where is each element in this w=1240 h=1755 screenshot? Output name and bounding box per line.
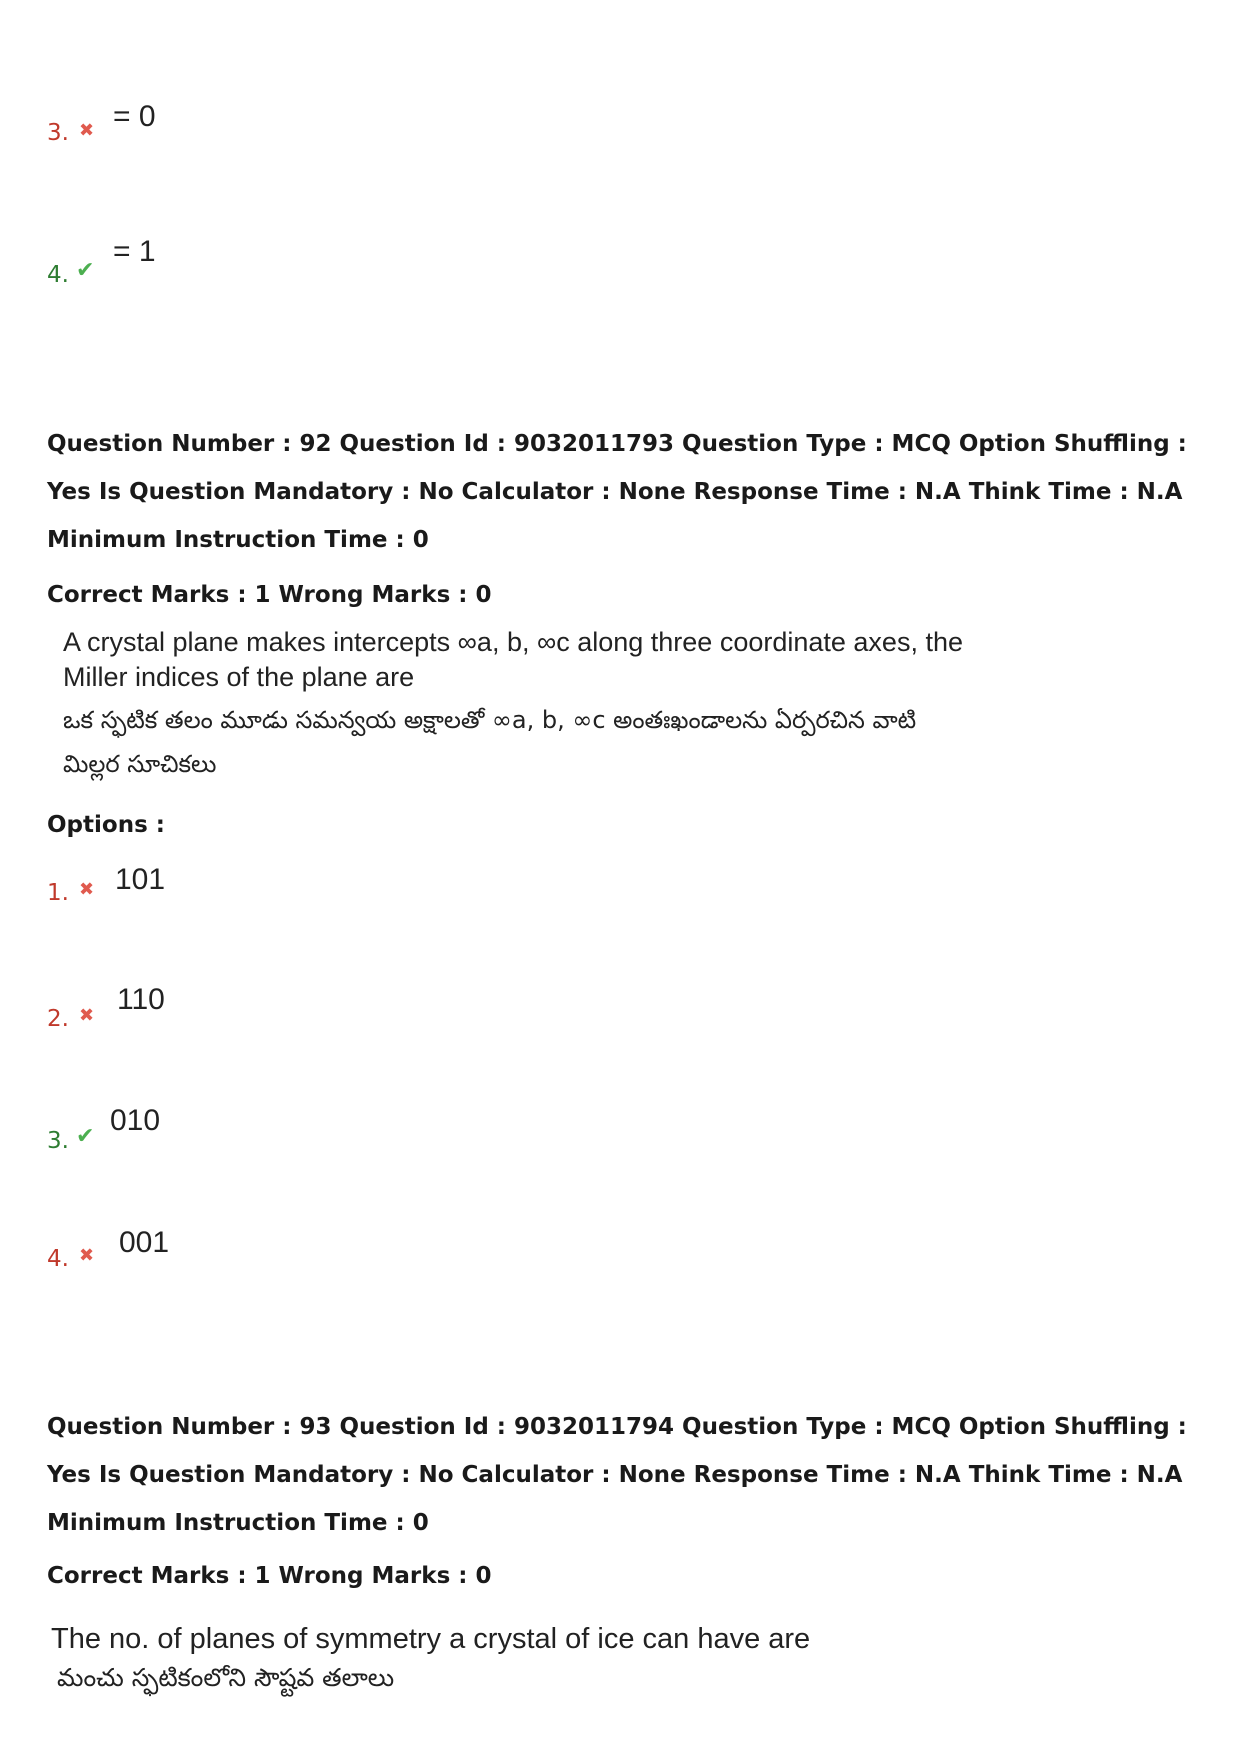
cross-mark-icon: ✖ — [79, 1005, 95, 1026]
options-label: Options : — [47, 812, 165, 838]
question-text-en: The no. of planes of symmetry a crystal of ice can have are — [51, 1623, 811, 1655]
question-93-meta: Question Number : 93 Question Id : 9032011794 Question Type : MCQ Option Shuffling : Yes Is Question Mandatory : No Calculator : None Response Time : N.A Think Time : N.A Minimum Instruction Time : 0 — [47, 1414, 1187, 1536]
option-number: 4. — [47, 262, 69, 288]
option-number: 2. — [47, 1006, 69, 1032]
option-value: 001 — [119, 1226, 170, 1259]
question-text-te: మంచు స్ఫటికంలోని సౌష్టవ తలాలు — [57, 1663, 395, 1692]
question-text-te-line1: ఒక స్ఫటిక తలం మూడు సమన్వయ అక్షాలతో ∞a, b, ∞c అంతఃఖండాలను ఏర్పరచిన వాటి — [63, 706, 917, 734]
option-number: 1. — [47, 880, 69, 906]
option-value: = 0 — [113, 100, 156, 133]
question-text-en-line2: Miller indices of the plane are — [63, 662, 415, 692]
option-number: 4. — [47, 1246, 69, 1272]
check-mark-icon: ✔ — [76, 1124, 95, 1149]
check-mark-icon: ✔ — [76, 258, 95, 283]
option-value: 110 — [117, 983, 165, 1016]
option-number: 3. — [47, 120, 69, 146]
cross-mark-icon: ✖ — [79, 120, 95, 141]
option-value: 101 — [115, 863, 166, 896]
cross-mark-icon: ✖ — [79, 1245, 95, 1266]
option-number: 3. — [47, 1128, 69, 1154]
question-text-en-line1: A crystal plane makes intercepts ∞a, b, ∞c along three coordinate axes, the — [63, 627, 963, 657]
option-value: = 1 — [113, 235, 156, 268]
question-93-marks: Correct Marks : 1 Wrong Marks : 0 — [47, 1563, 492, 1589]
cross-mark-icon: ✖ — [79, 879, 95, 900]
question-92-meta: Question Number : 92 Question Id : 9032011793 Question Type : MCQ Option Shuffling : Yes Is Question Mandatory : No Calculator : None Response Time : N.A Think Time : N.A Minimum Instruction Time : 0 — [47, 431, 1187, 553]
question-92-marks: Correct Marks : 1 Wrong Marks : 0 — [47, 582, 492, 608]
option-value: 010 — [110, 1104, 161, 1137]
question-text-te-line2: మిల్లర సూచికలు — [63, 750, 217, 778]
